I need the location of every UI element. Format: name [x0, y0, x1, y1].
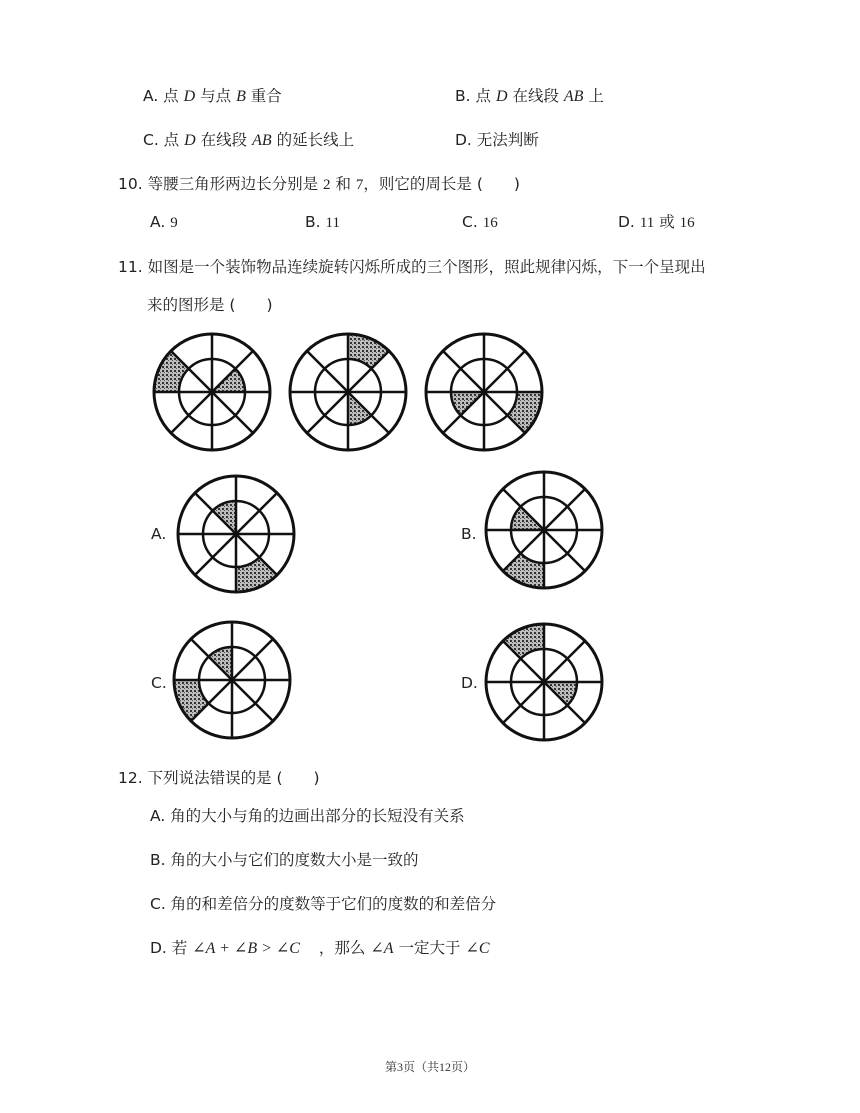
q11-stem-line1: 11. 如图是一个装饰物品连续旋转闪烁所成的三个图形，照此规律闪烁，下一个呈现出	[118, 258, 706, 276]
q11-option-a-figure[interactable]	[174, 472, 298, 596]
q11-option-c-figure[interactable]	[170, 618, 294, 742]
page-footer: 第3页（共12页）	[384, 1060, 475, 1074]
q11-option-b-figure[interactable]	[482, 468, 606, 592]
q12-option-d: D. 若 ∠A + ∠B > ∠C ，那么 ∠A 一定大于 ∠C	[150, 939, 490, 957]
q12-option-a: A. 角的大小与角的边画出部分的长短没有关系	[150, 807, 465, 825]
q12-stem: 12. 下列说法错误的是 ( )	[118, 769, 320, 787]
q11-stem-line2: 来的图形是 ( )	[147, 296, 273, 314]
q10-option-c: C. 16	[462, 213, 498, 231]
sequence-figure-3	[422, 330, 546, 454]
q12-option-c: C. 角的和差倍分的度数等于它们的度数的和差倍分	[150, 895, 497, 913]
q9-option-b: B. 点 D 在线段 AB 上	[455, 87, 604, 105]
q10-option-a: A. 9	[150, 213, 178, 231]
sequence-figure-1	[150, 330, 274, 454]
q11-option-d-figure[interactable]	[482, 620, 606, 744]
q11-option-b-label: B.	[461, 525, 477, 543]
q11-option-a-label: A.	[151, 525, 167, 543]
q12-option-b: B. 角的大小与它们的度数大小是一致的	[150, 851, 419, 869]
q11-option-c-label: C.	[151, 674, 167, 692]
q10-option-b: B. 11	[305, 213, 340, 231]
q9-option-a: A. 点 D 与点 B 重合	[143, 87, 282, 105]
q11-option-d-label: D.	[461, 674, 478, 692]
q10-option-d: D. 11 或 16	[618, 213, 695, 231]
sequence-figure-2	[286, 330, 410, 454]
q9-option-d: D. 无法判断	[455, 131, 539, 149]
q9-option-c: C. 点 D 在线段 AB 的延长线上	[143, 131, 355, 149]
q10-stem: 10. 等腰三角形两边长分别是 2 和 7，则它的周长是 ( )	[118, 175, 520, 193]
